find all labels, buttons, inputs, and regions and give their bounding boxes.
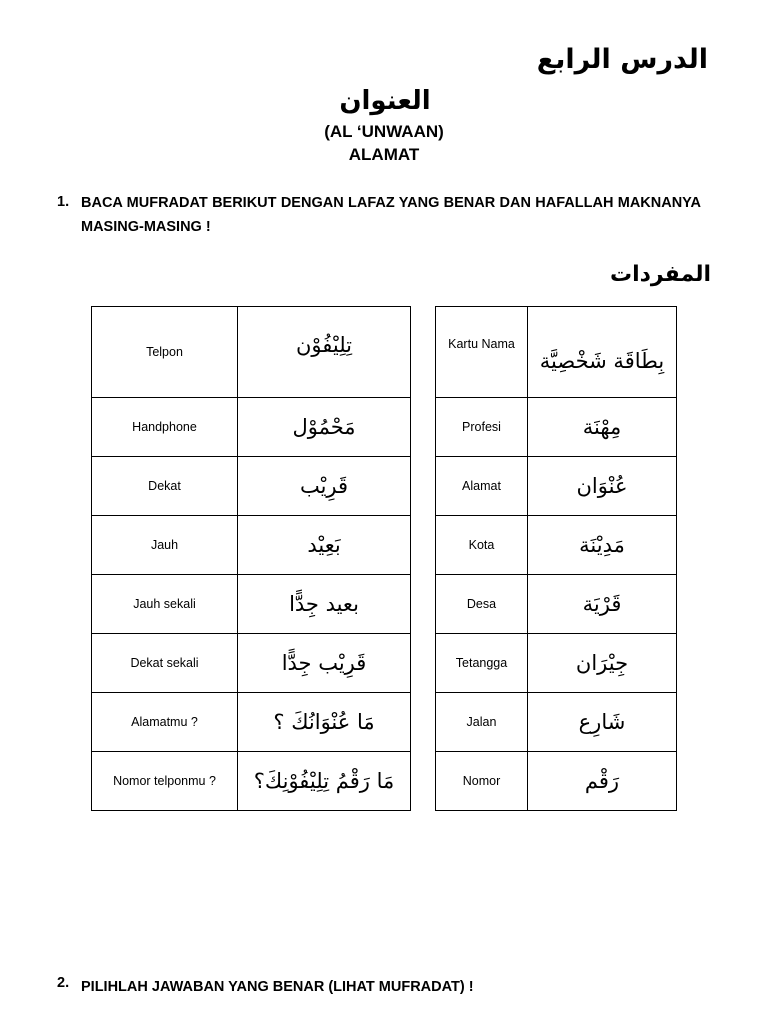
instruction-1-number: 1.: [57, 194, 70, 210]
table-row: [92, 693, 410, 752]
vocab-table-left: [91, 306, 411, 811]
table-row: [92, 752, 410, 810]
meaning-cell: Dekat: [92, 457, 238, 516]
meaning-cell: Kota: [436, 516, 528, 575]
meaning-cell: Profesi: [436, 398, 528, 457]
table-row: [92, 457, 410, 516]
arabic-cell: بعيد جِدًّا: [238, 575, 410, 634]
meaning-cell: Alamatmu ?: [92, 693, 238, 752]
table-row: [92, 575, 410, 634]
table-row: [92, 307, 410, 398]
meaning-cell: Jalan: [436, 693, 528, 752]
arabic-cell: قَرِيْب جِدًّا: [238, 634, 410, 693]
meaning-cell: Jauh sekali: [92, 575, 238, 634]
vocab-table-right: [435, 306, 677, 811]
arabic-cell: مَا عُنْوَانُكَ ؟: [238, 693, 410, 752]
arabic-cell: عُنْوَان: [528, 457, 676, 516]
instruction-2-text: PILIHLAH JAWABAN YANG BENAR (LIHAT MUFRADAT) !: [81, 979, 474, 995]
arabic-cell: رَقْم: [584, 769, 620, 793]
arabic-cell: مَحْمُوْل: [238, 398, 410, 457]
vocabulary-heading: المفردات: [609, 262, 711, 287]
meaning-cell: Tetangga: [436, 634, 528, 693]
meaning-cell: Telpon: [92, 307, 238, 398]
lesson-title: الدرس الرابع: [536, 44, 708, 75]
arabic-cell: مَدِيْنَة: [528, 516, 676, 575]
table-row: [436, 575, 676, 634]
meaning-cell: Handphone: [92, 398, 238, 457]
table-row: [92, 516, 410, 575]
meaning-cell: Nomor telponmu ?: [92, 752, 238, 810]
arabic-cell: مِهْنَة: [528, 398, 676, 457]
meaning-cell: Alamat: [436, 457, 528, 516]
table-row: [436, 457, 676, 516]
meaning-cell: Jauh: [92, 516, 238, 575]
table-row: [92, 634, 410, 693]
arabic-cell: مَا رَقْمُ تِلِيْفُوْنِكَ؟: [253, 769, 395, 793]
meaning-cell: Kartu Nama: [436, 307, 528, 398]
arabic-cell: قَرْيَة: [528, 575, 676, 634]
table-row: [436, 752, 676, 810]
instruction-2-number: 2.: [57, 975, 70, 991]
subtitle: ALAMAT: [348, 145, 420, 164]
page-title: العنوان: [339, 86, 431, 116]
arabic-cell: تِلِيْفُوْن: [238, 307, 410, 398]
table-row: [436, 307, 676, 398]
table-row: [436, 398, 676, 457]
meaning-cell: Nomor: [436, 752, 528, 810]
arabic-cell: بِطَاقَة شَخْصِيَّة: [528, 307, 676, 398]
table-row: [92, 398, 410, 457]
arabic-cell: شَارِع: [528, 693, 676, 752]
table-row: [436, 516, 676, 575]
transliteration: (AL ‘UNWAAN): [324, 122, 444, 141]
instruction-1-text: BACA MUFRADAT BERIKUT DENGAN LAFAZ YANG BENAR DAN HAFALLAH MAKNANYA MASING-MASING !: [81, 195, 701, 235]
meaning-cell: Desa: [436, 575, 528, 634]
arabic-cell: جِيْرَان: [528, 634, 676, 693]
arabic-cell: بَعِيْد: [238, 516, 410, 575]
meaning-cell: Dekat sekali: [92, 634, 238, 693]
table-row: [436, 634, 676, 693]
table-row: [436, 693, 676, 752]
arabic-cell: قَرِيْب: [238, 457, 410, 516]
